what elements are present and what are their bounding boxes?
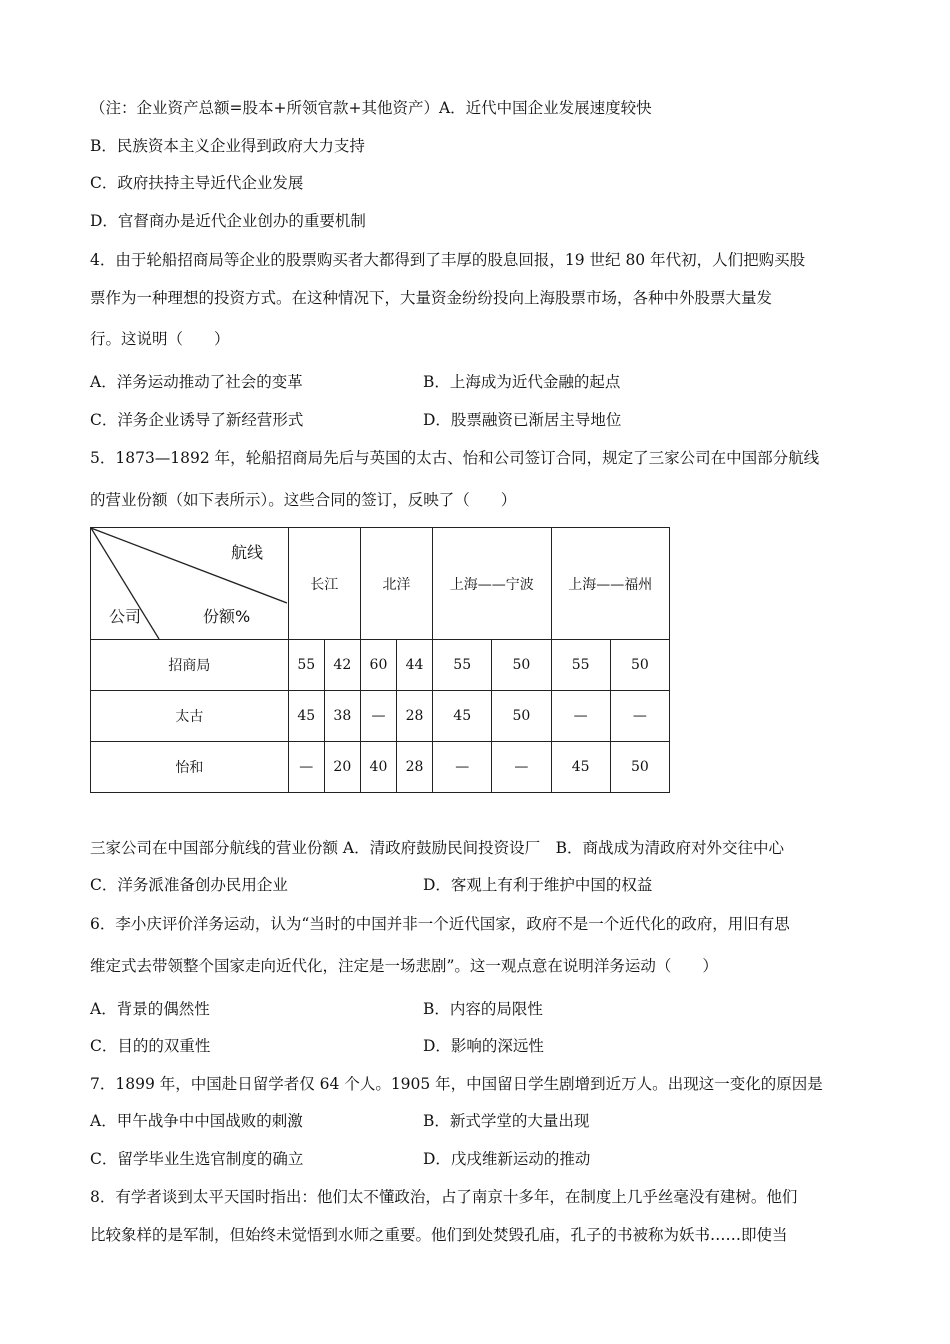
share-cell: — <box>360 691 396 742</box>
share-cell: — <box>551 691 610 742</box>
share-cell: 45 <box>288 691 324 742</box>
q4-option-c: C．洋务企业诱导了新经营形式 <box>90 411 304 429</box>
q8-stem-line2: 比较象样的是军制，但始终未觉悟到水师之重要。他们到处焚毁孔庙，孔子的书被称为妖书……即使当 <box>90 1226 788 1244</box>
share-cell: 55 <box>433 640 492 691</box>
share-cell: — <box>492 742 551 793</box>
corner-share-label: 份额% <box>203 607 251 626</box>
share-cell: 45 <box>551 742 610 793</box>
q6-option-d: D．影响的深远性 <box>423 1037 544 1055</box>
share-cell: 40 <box>360 742 396 793</box>
q3-option-b: B．民族资本主义企业得到政府大力支持 <box>90 137 365 155</box>
share-cell: 28 <box>397 742 433 793</box>
share-cell: 44 <box>397 640 433 691</box>
share-cell: 45 <box>433 691 492 742</box>
share-cell: 28 <box>397 691 433 742</box>
table-row <box>91 742 670 793</box>
share-cell: 50 <box>492 640 551 691</box>
q5-stem-line2: 的营业份额（如下表所示）。这些合同的签订，反映了（ ） <box>90 491 517 509</box>
share-cell: — <box>433 742 492 793</box>
table-corner-cell <box>91 528 289 640</box>
q6-option-a: A．背景的偶然性 <box>90 1000 210 1018</box>
share-cell: 60 <box>360 640 396 691</box>
q6-option-b: B．内容的局限性 <box>423 1000 543 1018</box>
table-row <box>91 691 670 742</box>
q3-option-d: D．官督商办是近代企业创办的重要机制 <box>90 212 366 230</box>
share-cell: 50 <box>610 640 669 691</box>
route-header: 上海——福州 <box>551 528 669 640</box>
q4-stem-line3: 行。这说明（ ） <box>90 330 230 348</box>
share-cell: — <box>288 742 324 793</box>
company-cell: 太古 <box>91 691 289 742</box>
q7-option-c: C．留学毕业生选官制度的确立 <box>90 1150 304 1168</box>
route-header: 长江 <box>288 528 360 640</box>
q4-option-b: B．上海成为近代金融的起点 <box>423 373 621 391</box>
q4-stem-line2: 票作为一种理想的投资方式。在这种情况下，大量资金纷纷投向上海股票市场，各种中外股票大量发 <box>90 289 773 307</box>
route-header: 北洋 <box>360 528 432 640</box>
share-cell: — <box>610 691 669 742</box>
q3-note-option-a: （注：企业资产总额=股本+所领官款+其他资产）A．近代中国企业发展速度较快 <box>90 99 652 117</box>
q6-option-c: C．目的的双重性 <box>90 1037 211 1055</box>
share-cell: 42 <box>324 640 360 691</box>
shipping-share-table <box>90 527 670 793</box>
q5-stem-line1: 5．1873—1892 年，轮船招商局先后与英国的太古、怡和公司签订合同，规定了三家公司在中国部分航线 <box>90 449 820 467</box>
q4-option-a: A．洋务运动推动了社会的变革 <box>90 373 303 391</box>
corner-company-label: 公司 <box>109 607 142 626</box>
share-cell: 38 <box>324 691 360 742</box>
q6-stem-line1: 6．李小庆评价洋务运动，认为“当时的中国并非一个近代国家，政府不是一个近代化的政府，用旧有思 <box>90 915 790 933</box>
q8-stem-line1: 8．有学者谈到太平天国时指出：他们太不懂政治，占了南京十多年，在制度上几乎丝毫没有建树。他们 <box>90 1188 798 1206</box>
share-cell: 55 <box>288 640 324 691</box>
share-cell: 50 <box>610 742 669 793</box>
route-header: 上海——宁波 <box>433 528 551 640</box>
company-cell: 招商局 <box>91 640 289 691</box>
q4-option-d: D．股票融资已渐居主导地位 <box>423 411 622 429</box>
q7-option-d: D．戊戌维新运动的推动 <box>423 1150 591 1168</box>
q7-option-a: A．甲午战争中中国战败的刺激 <box>90 1112 303 1130</box>
q7-option-b: B．新式学堂的大量出现 <box>423 1112 590 1130</box>
q4-stem-line1: 4．由于轮船招商局等企业的股票购买者大都得到了丰厚的股息回报，19 世纪 80 年代初，人们把购买股 <box>90 251 806 269</box>
share-cell: 20 <box>324 742 360 793</box>
table-row <box>91 640 670 691</box>
q5-caption-options-ab: 三家公司在中国部分航线的营业份额 A．清政府鼓励民间投资设厂 B．商战成为清政府对外交往中心 <box>90 839 785 857</box>
corner-route-label: 航线 <box>231 543 264 562</box>
share-cell: 50 <box>492 691 551 742</box>
q5-option-d: D．客观上有利于维护中国的权益 <box>423 876 653 894</box>
q5-option-c: C．洋务派准备创办民用企业 <box>90 876 288 894</box>
q6-stem-line2: 维定式去带领整个国家走向近代化，注定是一场悲剧”。这一观点意在说明洋务运动（ ） <box>90 957 718 975</box>
q3-option-c: C．政府扶持主导近代企业发展 <box>90 174 304 192</box>
share-cell: 55 <box>551 640 610 691</box>
company-cell: 怡和 <box>91 742 289 793</box>
q7-stem: 7．1899 年，中国赴日留学者仅 64 个人。1905 年，中国留日学生剧增到近万人。出现这一变化的原因是 <box>90 1075 823 1093</box>
